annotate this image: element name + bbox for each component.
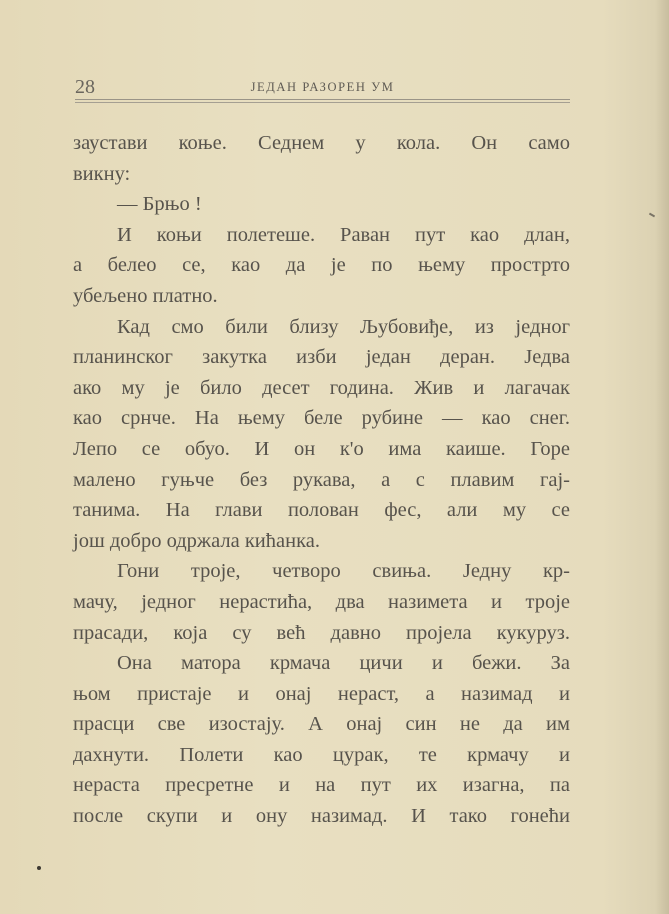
text-line: дахнути. Полети као цурак, те крмачу и — [73, 743, 570, 766]
text-line: мачу, једног нерастића, два назимета и троје — [73, 590, 570, 613]
page-edge-shadow — [655, 0, 669, 914]
text-line: прасади, која су већ давно пројела кукуруз. — [73, 621, 570, 644]
text-line: Гони троје, четворо свиња. Једну кр- — [117, 560, 570, 583]
text-line: заустави коње. Седнем у кола. Он само — [73, 132, 570, 154]
page-number: 28 — [75, 76, 95, 98]
text-line: планинског закутка изби један деран. Једва — [73, 346, 570, 369]
page-header — [75, 72, 570, 102]
text-line: малено гуњче без рукава, а с плавим гај- — [73, 468, 570, 491]
text-line: као срнче. На њему беле рубине — као снег. — [73, 407, 570, 430]
text-line: убељено платно. — [73, 284, 218, 307]
ink-spot — [37, 866, 41, 870]
text-line: прасци све изостају. А онај син не да им — [73, 713, 570, 736]
text-line: Кад смо били близу Љубовиђе, из једног — [117, 315, 570, 338]
body-text — [73, 128, 570, 832]
text-line: Она матора крмача цичи и бежи. За — [117, 652, 570, 675]
running-title: ЈЕДАН РАЗОРЕН УМ — [250, 80, 395, 94]
text-line: викну: — [73, 162, 131, 185]
header-rule-top — [75, 99, 570, 100]
text-line: ако му је било десет година. Жив и лагачак — [73, 376, 570, 399]
text-line: танима. На глави полован фес, али му се — [73, 499, 570, 522]
header-rule-bottom — [75, 102, 570, 103]
text-line: нераста пресретне и на пут их изагна, па — [73, 774, 570, 797]
text-line: после скупи и ону назимад. И тако гонећи — [73, 805, 570, 828]
text-line: Лепо се обуо. И он к'о има каише. Горе — [73, 437, 570, 460]
text-line: још добро одржала кићанка. — [73, 529, 320, 552]
text-line: а белео се, као да је по њему прострто — [73, 254, 570, 277]
text-line: — Брњо ! — [117, 193, 202, 216]
text-line: њом пристаје и онај нераст, а назимад и — [73, 682, 570, 705]
text-line: И коњи полетеше. Раван пут као длан, — [117, 223, 570, 246]
